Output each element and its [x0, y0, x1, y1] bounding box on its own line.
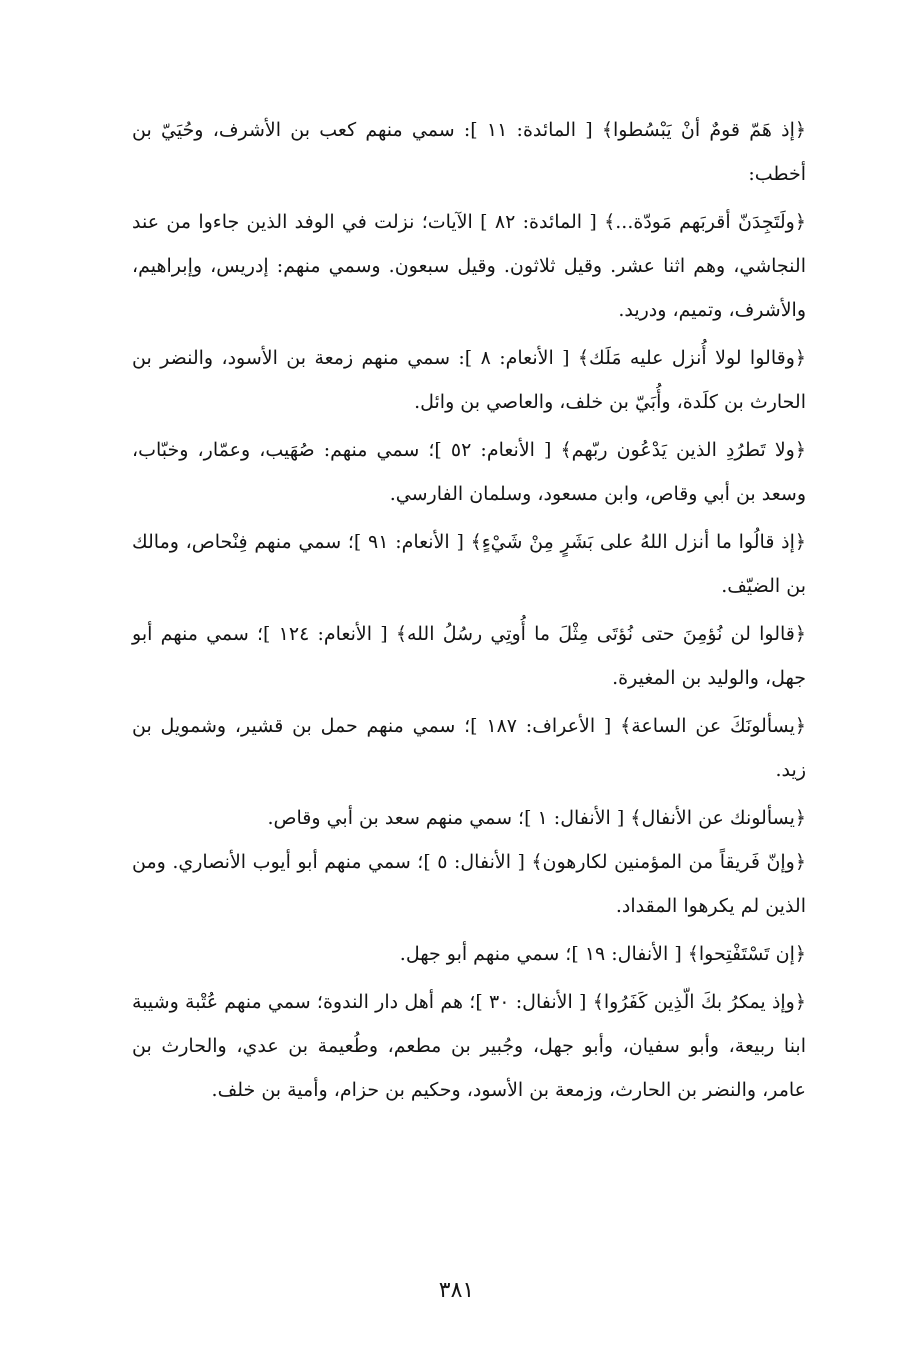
paragraph-1: ﴿إذ هَمّ قومٌ أنْ يَبْسُطوا﴾ [ المائدة: ١١ ]: سمي منهم كعب بن الأشرف، وحُيَيّ بن أخطب:	[132, 119, 806, 185]
paragraph-10: ﴿إن تَسْتَفْتِحوا﴾ [ الأنفال: ١٩ ]؛ سمي منهم أبو جهل.	[399, 943, 806, 965]
paragraph-9: ﴿وإنّ فَريقاً من المؤمنين لكارهون﴾ [ الأنفال: ٥ ]؛ سمي منهم أبو أيوب الأنصاري. ومن الذين لم يكرهوا المقداد.	[132, 851, 806, 917]
paragraph-8: ﴿يسألونك عن الأنفال﴾ [ الأنفال: ١ ]؛ سمي منهم سعد بن أبي وقاص.	[267, 807, 806, 829]
paragraph-2: ﴿ولَتَجِدَنّ أقربَهم مَودّة...﴾ [ المائدة: ٨٢ ] الآيات؛ نزلت في الوفد الذين جاءوا من عند النجاشي، وهم اثنا عشر. وقيل ثلاثون. وقيل سبعون. وسمي منهم: إدريس، وإبراهيم، والأشرف، وتميم، ودريد.	[132, 211, 806, 321]
paragraph-11: ﴿وإذ يمكرُ بكَ الّذِين كَفَرُوا﴾ [ الأنفال: ٣٠ ]؛ هم أهل دار الندوة؛ سمي منهم عُتْبة وشيبة ابنا ربيعة، وأبو سفيان، وأبو جهل، وجُبير بن مطعم، وطُعيمة بن عدي، والحارث بن عامر، والنضر بن الحارث، وزمعة بن الأسود، وحكيم بن حزام، وأمية بن خلف.	[132, 991, 806, 1101]
page-text	[132, 108, 806, 1112]
paragraph-6: ﴿قالوا لن نُؤمِنَ حتى نُؤتَى مِثْلَ ما أُوتِي رسُلُ الله﴾ [ الأنعام: ١٢٤ ]؛ سمي منهم أبو جهل، والوليد بن المغيرة.	[132, 623, 807, 689]
paragraph-7: ﴿يسألونَكَ عن الساعة﴾ [ الأعراف: ١٨٧ ]؛ سمي منهم حمل بن قشير، وشمويل بن زيد.	[132, 715, 807, 781]
paragraph-4: ﴿ولا تَطرُدِ الذين يَدْعُون ربّهم﴾ [ الأنعام: ٥٢ ]؛ سمي منهم: صُهَيب، وعمّار، وخبّاب، وسعد بن أبي وقاص، وابن مسعود، وسلمان الفارسي.	[132, 439, 806, 505]
page-number: ٣٨١	[438, 1278, 475, 1303]
paragraph-3: ﴿وقالوا لولا أُنزل عليه مَلَك﴾ [ الأنعام: ٨ ]: سمي منهم زمعة بن الأسود، والنضر بن الحارث بن كلَدة، وأُبَيّ بن خلف، والعاصي بن وائل.	[132, 347, 807, 413]
paragraph-5: ﴿إذ قالُوا ما أنزل اللهُ على بَشَرٍ مِنْ شَيْءٍ﴾ [ الأنعام: ٩١ ]؛ سمي منهم فِنْحاص، ومالك بن الضيّف.	[132, 531, 807, 597]
